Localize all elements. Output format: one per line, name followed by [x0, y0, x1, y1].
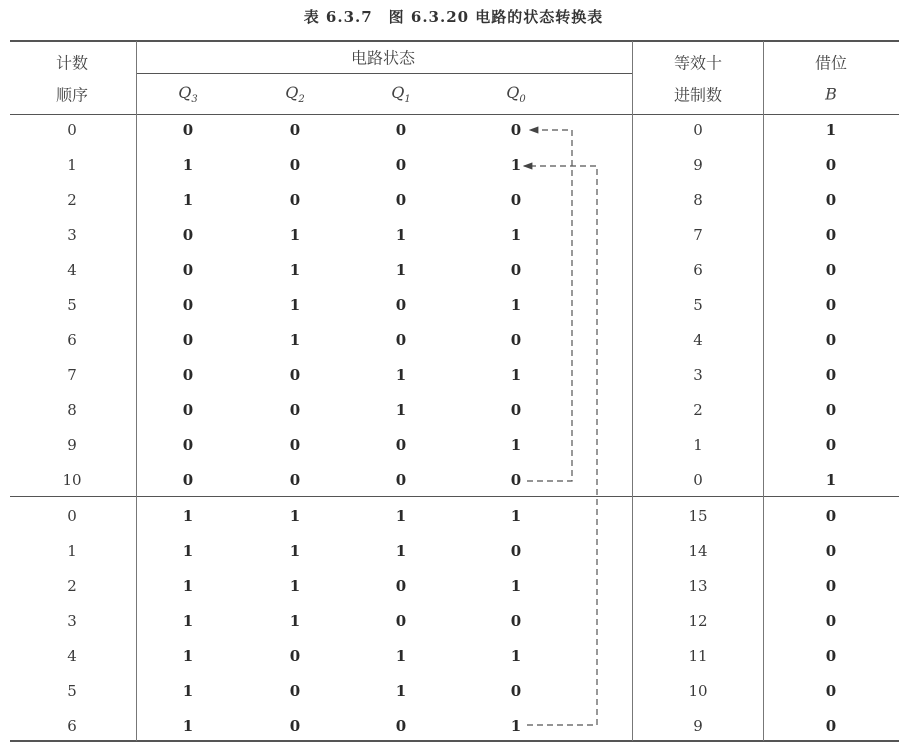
decimal-cell: 13 — [688, 577, 708, 595]
count-cell: 6 — [67, 331, 77, 349]
q1-cell: 1 — [395, 401, 407, 419]
decimal-cell: 8 — [693, 191, 703, 209]
table-caption: 表 6.3.7 图 6.3.20 电路的状态转换表 — [303, 8, 604, 26]
count-cell: 4 — [67, 261, 77, 279]
q1-cell: 1 — [395, 542, 407, 560]
count-cell: 3 — [67, 226, 77, 244]
q2-cell: 1 — [289, 577, 301, 595]
borrow-cell: 0 — [825, 226, 837, 244]
q0-cell: 0 — [510, 191, 522, 209]
q2-cell: 0 — [289, 156, 301, 174]
decimal-cell: 9 — [693, 717, 703, 735]
q3-cell: 1 — [182, 647, 194, 665]
q0-cell: 0 — [510, 261, 522, 279]
count-cell: 2 — [67, 191, 77, 209]
count-cell: 8 — [67, 401, 77, 419]
borrow-cell: 0 — [825, 612, 837, 630]
q0-cell: 1 — [510, 156, 522, 174]
q2-cell: 1 — [289, 261, 301, 279]
decimal-cell: 12 — [688, 612, 708, 630]
q3-cell: 0 — [182, 366, 194, 384]
borrow-cell: 0 — [825, 296, 837, 314]
decimal-cell: 11 — [688, 647, 708, 665]
borrow-cell: 0 — [825, 436, 837, 454]
decimal-cell: 2 — [693, 401, 703, 419]
q2-cell: 1 — [289, 296, 301, 314]
q0-cell: 0 — [510, 542, 522, 560]
q0-cell: 1 — [510, 647, 522, 665]
q1-cell: 1 — [395, 366, 407, 384]
q1-cell: 1 — [395, 226, 407, 244]
count-cell: 3 — [67, 612, 77, 630]
header-q2: $Q_2$ — [285, 82, 305, 106]
q3-cell: 1 — [182, 577, 194, 595]
q1-cell: 0 — [395, 436, 407, 454]
borrow-cell: 1 — [825, 471, 837, 489]
q2-cell: 1 — [289, 226, 301, 244]
q1-cell: 0 — [395, 156, 407, 174]
q0-cell: 1 — [510, 507, 522, 525]
q0-cell: 0 — [510, 331, 522, 349]
count-cell: 9 — [67, 436, 77, 454]
q3-cell: 0 — [182, 261, 194, 279]
q3-cell: 0 — [182, 401, 194, 419]
q0-cell: 0 — [510, 682, 522, 700]
q1-cell: 0 — [395, 331, 407, 349]
q1-cell: 0 — [395, 296, 407, 314]
q2-cell: 1 — [289, 542, 301, 560]
decimal-cell: 5 — [693, 296, 703, 314]
q3-cell: 1 — [182, 156, 194, 174]
q0-cell: 1 — [510, 296, 522, 314]
q1-cell: 0 — [395, 577, 407, 595]
q0-cell: 1 — [510, 366, 522, 384]
q3-cell: 0 — [182, 471, 194, 489]
borrow-cell: 0 — [825, 717, 837, 735]
count-cell: 0 — [67, 121, 77, 139]
decimal-cell: 0 — [693, 121, 703, 139]
q2-cell: 0 — [289, 647, 301, 665]
header-q0: $Q_0$ — [506, 82, 526, 106]
header-state-group: 电路状态 — [350, 48, 416, 68]
q1-cell: 0 — [395, 612, 407, 630]
borrow-cell: 0 — [825, 261, 837, 279]
borrow-cell: 0 — [825, 366, 837, 384]
decimal-cell: 0 — [693, 471, 703, 489]
decimal-cell: 14 — [688, 542, 708, 560]
q2-cell: 0 — [289, 717, 301, 735]
q1-cell: 1 — [395, 507, 407, 525]
q2-cell: 0 — [289, 121, 301, 139]
decimal-cell: 15 — [688, 507, 708, 525]
borrow-cell: 0 — [825, 401, 837, 419]
q3-cell: 0 — [182, 296, 194, 314]
header-count-line1: 计数 — [55, 53, 89, 73]
q2-cell: 0 — [289, 682, 301, 700]
decimal-cell: 7 — [693, 226, 703, 244]
count-cell: 1 — [67, 156, 77, 174]
arrow-loop-to-row1 — [524, 166, 597, 725]
q2-cell: 0 — [289, 366, 301, 384]
count-cell: 5 — [67, 296, 77, 314]
decimal-cell: 10 — [688, 682, 708, 700]
q0-cell: 1 — [510, 717, 522, 735]
borrow-cell: 0 — [825, 682, 837, 700]
q0-cell: 1 — [510, 226, 522, 244]
q3-cell: 1 — [182, 682, 194, 700]
q3-cell: 0 — [182, 226, 194, 244]
q0-cell: 0 — [510, 471, 522, 489]
q1-cell: 0 — [395, 717, 407, 735]
count-cell: 4 — [67, 647, 77, 665]
q3-cell: 1 — [182, 612, 194, 630]
decimal-cell: 6 — [693, 261, 703, 279]
q1-cell: 0 — [395, 191, 407, 209]
count-cell: 7 — [67, 366, 77, 384]
q1-cell: 0 — [395, 471, 407, 489]
q3-cell: 0 — [182, 436, 194, 454]
borrow-cell: 0 — [825, 577, 837, 595]
q3-cell: 1 — [182, 717, 194, 735]
q3-cell: 1 — [182, 507, 194, 525]
q0-cell: 0 — [510, 121, 522, 139]
q0-cell: 1 — [510, 577, 522, 595]
q1-cell: 1 — [395, 647, 407, 665]
q2-cell: 1 — [289, 331, 301, 349]
decimal-cell: 4 — [693, 331, 703, 349]
header-q3: $Q_3$ — [178, 82, 198, 106]
q2-cell: 0 — [289, 471, 301, 489]
count-cell: 1 — [67, 542, 77, 560]
arrow-reset-to-row0 — [527, 130, 572, 481]
count-cell: 6 — [67, 717, 77, 735]
q1-cell: 1 — [395, 261, 407, 279]
q3-cell: 1 — [182, 191, 194, 209]
borrow-cell: 0 — [825, 331, 837, 349]
q3-cell: 0 — [182, 121, 194, 139]
header-borrow-line2: B — [825, 84, 837, 104]
decimal-cell: 1 — [693, 436, 703, 454]
q3-cell: 0 — [182, 331, 194, 349]
borrow-cell: 0 — [825, 542, 837, 560]
borrow-cell: 0 — [825, 647, 837, 665]
header-count-line2: 顺序 — [55, 85, 89, 105]
borrow-cell: 0 — [825, 507, 837, 525]
q3-cell: 1 — [182, 542, 194, 560]
count-cell: 10 — [62, 471, 82, 489]
q0-cell: 0 — [510, 401, 522, 419]
decimal-cell: 3 — [693, 366, 703, 384]
q0-cell: 1 — [510, 436, 522, 454]
count-cell: 0 — [67, 507, 77, 525]
count-cell: 5 — [67, 682, 77, 700]
borrow-cell: 0 — [825, 191, 837, 209]
q2-cell: 0 — [289, 401, 301, 419]
q2-cell: 1 — [289, 507, 301, 525]
decimal-cell: 9 — [693, 156, 703, 174]
q0-cell: 0 — [510, 612, 522, 630]
count-cell: 2 — [67, 577, 77, 595]
q2-cell: 1 — [289, 612, 301, 630]
header-dec-line2: 进制数 — [673, 85, 723, 105]
q1-cell: 1 — [395, 682, 407, 700]
q2-cell: 0 — [289, 191, 301, 209]
borrow-cell: 0 — [825, 156, 837, 174]
q2-cell: 0 — [289, 436, 301, 454]
borrow-cell: 1 — [825, 121, 837, 139]
header-dec-line1: 等效十 — [673, 53, 723, 73]
q1-cell: 0 — [395, 121, 407, 139]
header-q1: $Q_1$ — [391, 82, 411, 106]
header-borrow-line1: 借位 — [814, 53, 848, 73]
